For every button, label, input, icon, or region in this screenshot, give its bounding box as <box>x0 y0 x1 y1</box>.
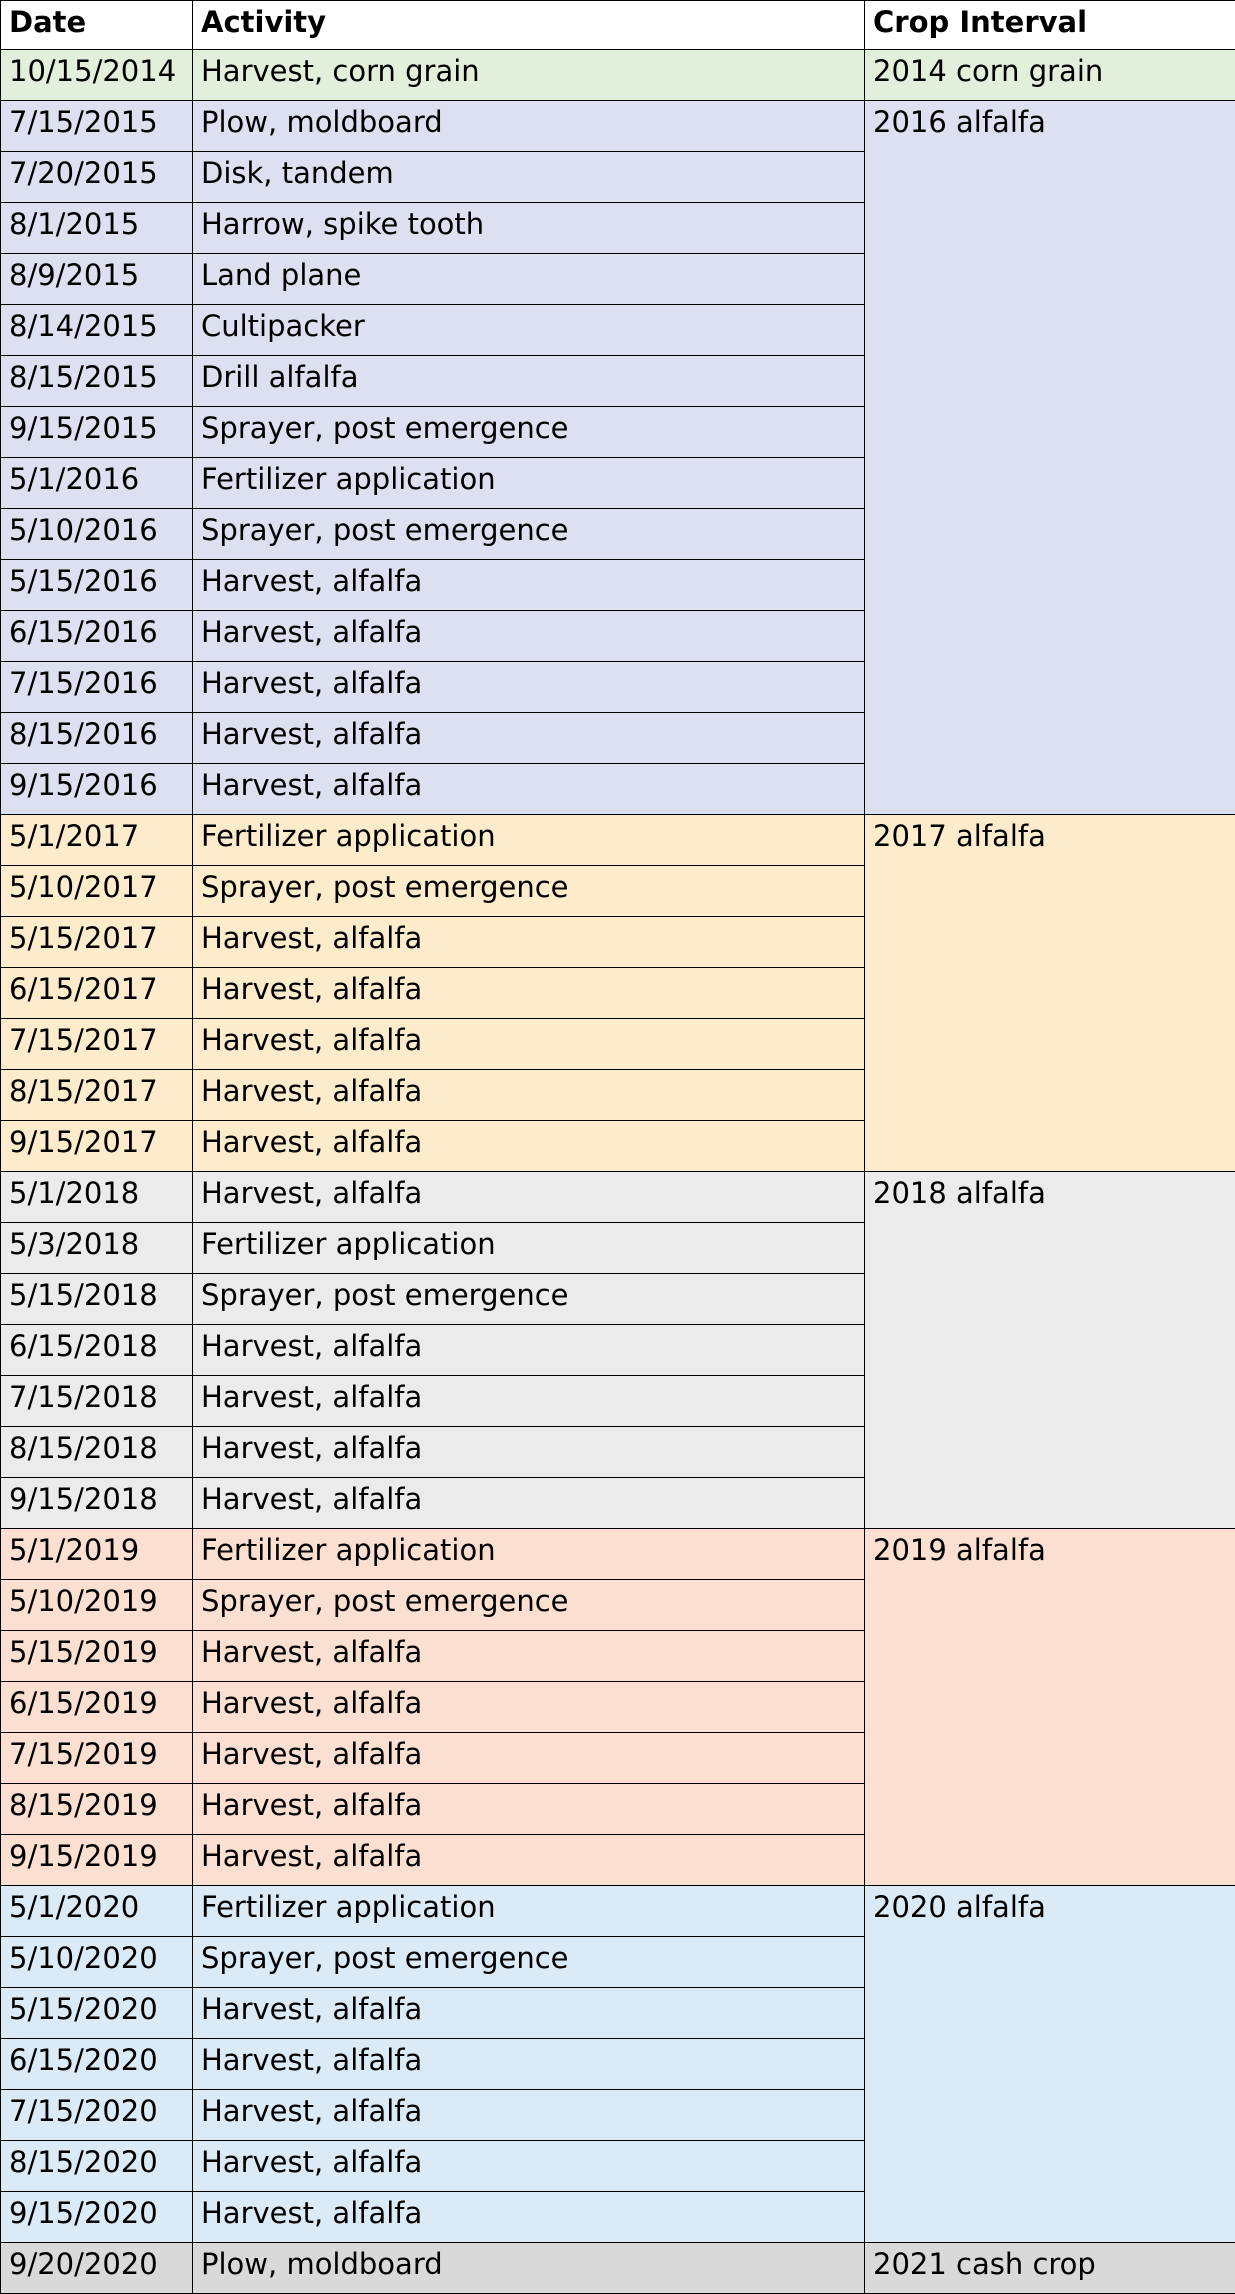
cell-activity: Harvest, alfalfa <box>193 917 865 968</box>
cell-activity: Sprayer, post emergence <box>193 1580 865 1631</box>
cell-activity: Harvest, alfalfa <box>193 2141 865 2192</box>
cell-date: 9/15/2016 <box>1 764 193 815</box>
cell-date: 9/15/2015 <box>1 407 193 458</box>
cell-date: 8/15/2015 <box>1 356 193 407</box>
cell-date: 8/9/2015 <box>1 254 193 305</box>
table-row <box>1 2243 1235 2294</box>
table-row <box>1 815 1235 866</box>
cell-activity: Harvest, alfalfa <box>193 560 865 611</box>
cell-activity: Sprayer, post emergence <box>193 407 865 458</box>
cell-crop-interval: 2017 alfalfa <box>865 815 1235 1172</box>
cell-activity: Harvest, alfalfa <box>193 1478 865 1529</box>
cell-activity: Plow, moldboard <box>193 2243 865 2294</box>
cell-crop-interval: 2018 alfalfa <box>865 1172 1235 1529</box>
cell-activity: Harvest, alfalfa <box>193 2039 865 2090</box>
cell-activity: Fertilizer application <box>193 458 865 509</box>
cell-date: 7/15/2016 <box>1 662 193 713</box>
cell-date: 6/15/2019 <box>1 1682 193 1733</box>
cell-date: 10/15/2014 <box>1 50 193 101</box>
cell-activity: Harvest, alfalfa <box>193 968 865 1019</box>
cell-crop-interval: 2021 cash crop <box>865 2243 1235 2294</box>
cell-activity: Harvest, alfalfa <box>193 1070 865 1121</box>
cell-date: 8/15/2017 <box>1 1070 193 1121</box>
cell-activity: Harvest, alfalfa <box>193 1733 865 1784</box>
cell-activity: Land plane <box>193 254 865 305</box>
cell-date: 5/15/2017 <box>1 917 193 968</box>
cell-activity: Plow, moldboard <box>193 101 865 152</box>
cell-activity: Harvest, corn grain <box>193 50 865 101</box>
cell-date: 7/20/2015 <box>1 152 193 203</box>
cell-date: 8/15/2019 <box>1 1784 193 1835</box>
cell-date: 5/1/2016 <box>1 458 193 509</box>
cell-date: 7/15/2019 <box>1 1733 193 1784</box>
cell-date: 8/15/2018 <box>1 1427 193 1478</box>
cell-activity: Harvest, alfalfa <box>193 1325 865 1376</box>
cell-activity: Harvest, alfalfa <box>193 1019 865 1070</box>
cell-activity: Harvest, alfalfa <box>193 1376 865 1427</box>
cell-date: 8/14/2015 <box>1 305 193 356</box>
cell-activity: Fertilizer application <box>193 815 865 866</box>
cell-date: 5/10/2017 <box>1 866 193 917</box>
cell-activity: Fertilizer application <box>193 1886 865 1937</box>
cell-date: 9/20/2020 <box>1 2243 193 2294</box>
cell-activity: Drill alfalfa <box>193 356 865 407</box>
cell-activity: Harvest, alfalfa <box>193 662 865 713</box>
cell-activity: Sprayer, post emergence <box>193 1274 865 1325</box>
table-body <box>1 50 1235 2294</box>
table-header-row <box>1 1 1235 50</box>
cell-activity: Harvest, alfalfa <box>193 1427 865 1478</box>
cell-activity: Disk, tandem <box>193 152 865 203</box>
cell-crop-interval: 2019 alfalfa <box>865 1529 1235 1886</box>
cell-activity: Sprayer, post emergence <box>193 1937 865 1988</box>
cell-date: 5/3/2018 <box>1 1223 193 1274</box>
cell-date: 6/15/2018 <box>1 1325 193 1376</box>
table-header <box>1 1 1235 50</box>
cell-date: 7/15/2020 <box>1 2090 193 2141</box>
cell-date: 9/15/2017 <box>1 1121 193 1172</box>
cell-date: 5/1/2019 <box>1 1529 193 1580</box>
cell-activity: Sprayer, post emergence <box>193 866 865 917</box>
table-row <box>1 1529 1235 1580</box>
table-row <box>1 101 1235 152</box>
cell-date: 5/1/2017 <box>1 815 193 866</box>
cell-date: 6/15/2017 <box>1 968 193 1019</box>
cell-date: 7/15/2018 <box>1 1376 193 1427</box>
table-row <box>1 1886 1235 1937</box>
cell-date: 6/15/2020 <box>1 2039 193 2090</box>
cell-activity: Harvest, alfalfa <box>193 1682 865 1733</box>
cell-crop-interval: 2014 corn grain <box>865 50 1235 101</box>
cell-activity: Cultipacker <box>193 305 865 356</box>
cell-date: 9/15/2019 <box>1 1835 193 1886</box>
cell-date: 6/15/2016 <box>1 611 193 662</box>
cell-activity: Harvest, alfalfa <box>193 713 865 764</box>
cell-date: 5/10/2016 <box>1 509 193 560</box>
column-header-date: Date <box>1 1 193 50</box>
cell-activity: Harvest, alfalfa <box>193 2192 865 2243</box>
table-row <box>1 50 1235 101</box>
cell-date: 8/15/2016 <box>1 713 193 764</box>
cell-date: 5/10/2019 <box>1 1580 193 1631</box>
cell-date: 5/1/2020 <box>1 1886 193 1937</box>
cell-activity: Harrow, spike tooth <box>193 203 865 254</box>
cell-activity: Harvest, alfalfa <box>193 1121 865 1172</box>
cell-date: 5/15/2018 <box>1 1274 193 1325</box>
cell-activity: Harvest, alfalfa <box>193 611 865 662</box>
cell-date: 5/10/2020 <box>1 1937 193 1988</box>
cell-date: 9/15/2018 <box>1 1478 193 1529</box>
cell-date: 7/15/2017 <box>1 1019 193 1070</box>
cell-date: 5/1/2018 <box>1 1172 193 1223</box>
column-header-crop-interval: Crop Interval <box>865 1 1235 50</box>
cell-activity: Fertilizer application <box>193 1223 865 1274</box>
cell-crop-interval: 2016 alfalfa <box>865 101 1235 815</box>
table-row <box>1 1172 1235 1223</box>
cell-date: 9/15/2020 <box>1 2192 193 2243</box>
cell-date: 8/1/2015 <box>1 203 193 254</box>
column-header-activity: Activity <box>193 1 865 50</box>
cell-activity: Harvest, alfalfa <box>193 2090 865 2141</box>
cell-activity: Harvest, alfalfa <box>193 1835 865 1886</box>
cell-date: 8/15/2020 <box>1 2141 193 2192</box>
cell-date: 5/15/2020 <box>1 1988 193 2039</box>
cell-activity: Harvest, alfalfa <box>193 1784 865 1835</box>
cell-activity: Sprayer, post emergence <box>193 509 865 560</box>
cell-activity: Fertilizer application <box>193 1529 865 1580</box>
cell-date: 7/15/2015 <box>1 101 193 152</box>
cell-date: 5/15/2019 <box>1 1631 193 1682</box>
cell-activity: Harvest, alfalfa <box>193 1631 865 1682</box>
cell-date: 5/15/2016 <box>1 560 193 611</box>
cell-activity: Harvest, alfalfa <box>193 1988 865 2039</box>
cell-crop-interval: 2020 alfalfa <box>865 1886 1235 2243</box>
cell-activity: Harvest, alfalfa <box>193 1172 865 1223</box>
cell-activity: Harvest, alfalfa <box>193 764 865 815</box>
